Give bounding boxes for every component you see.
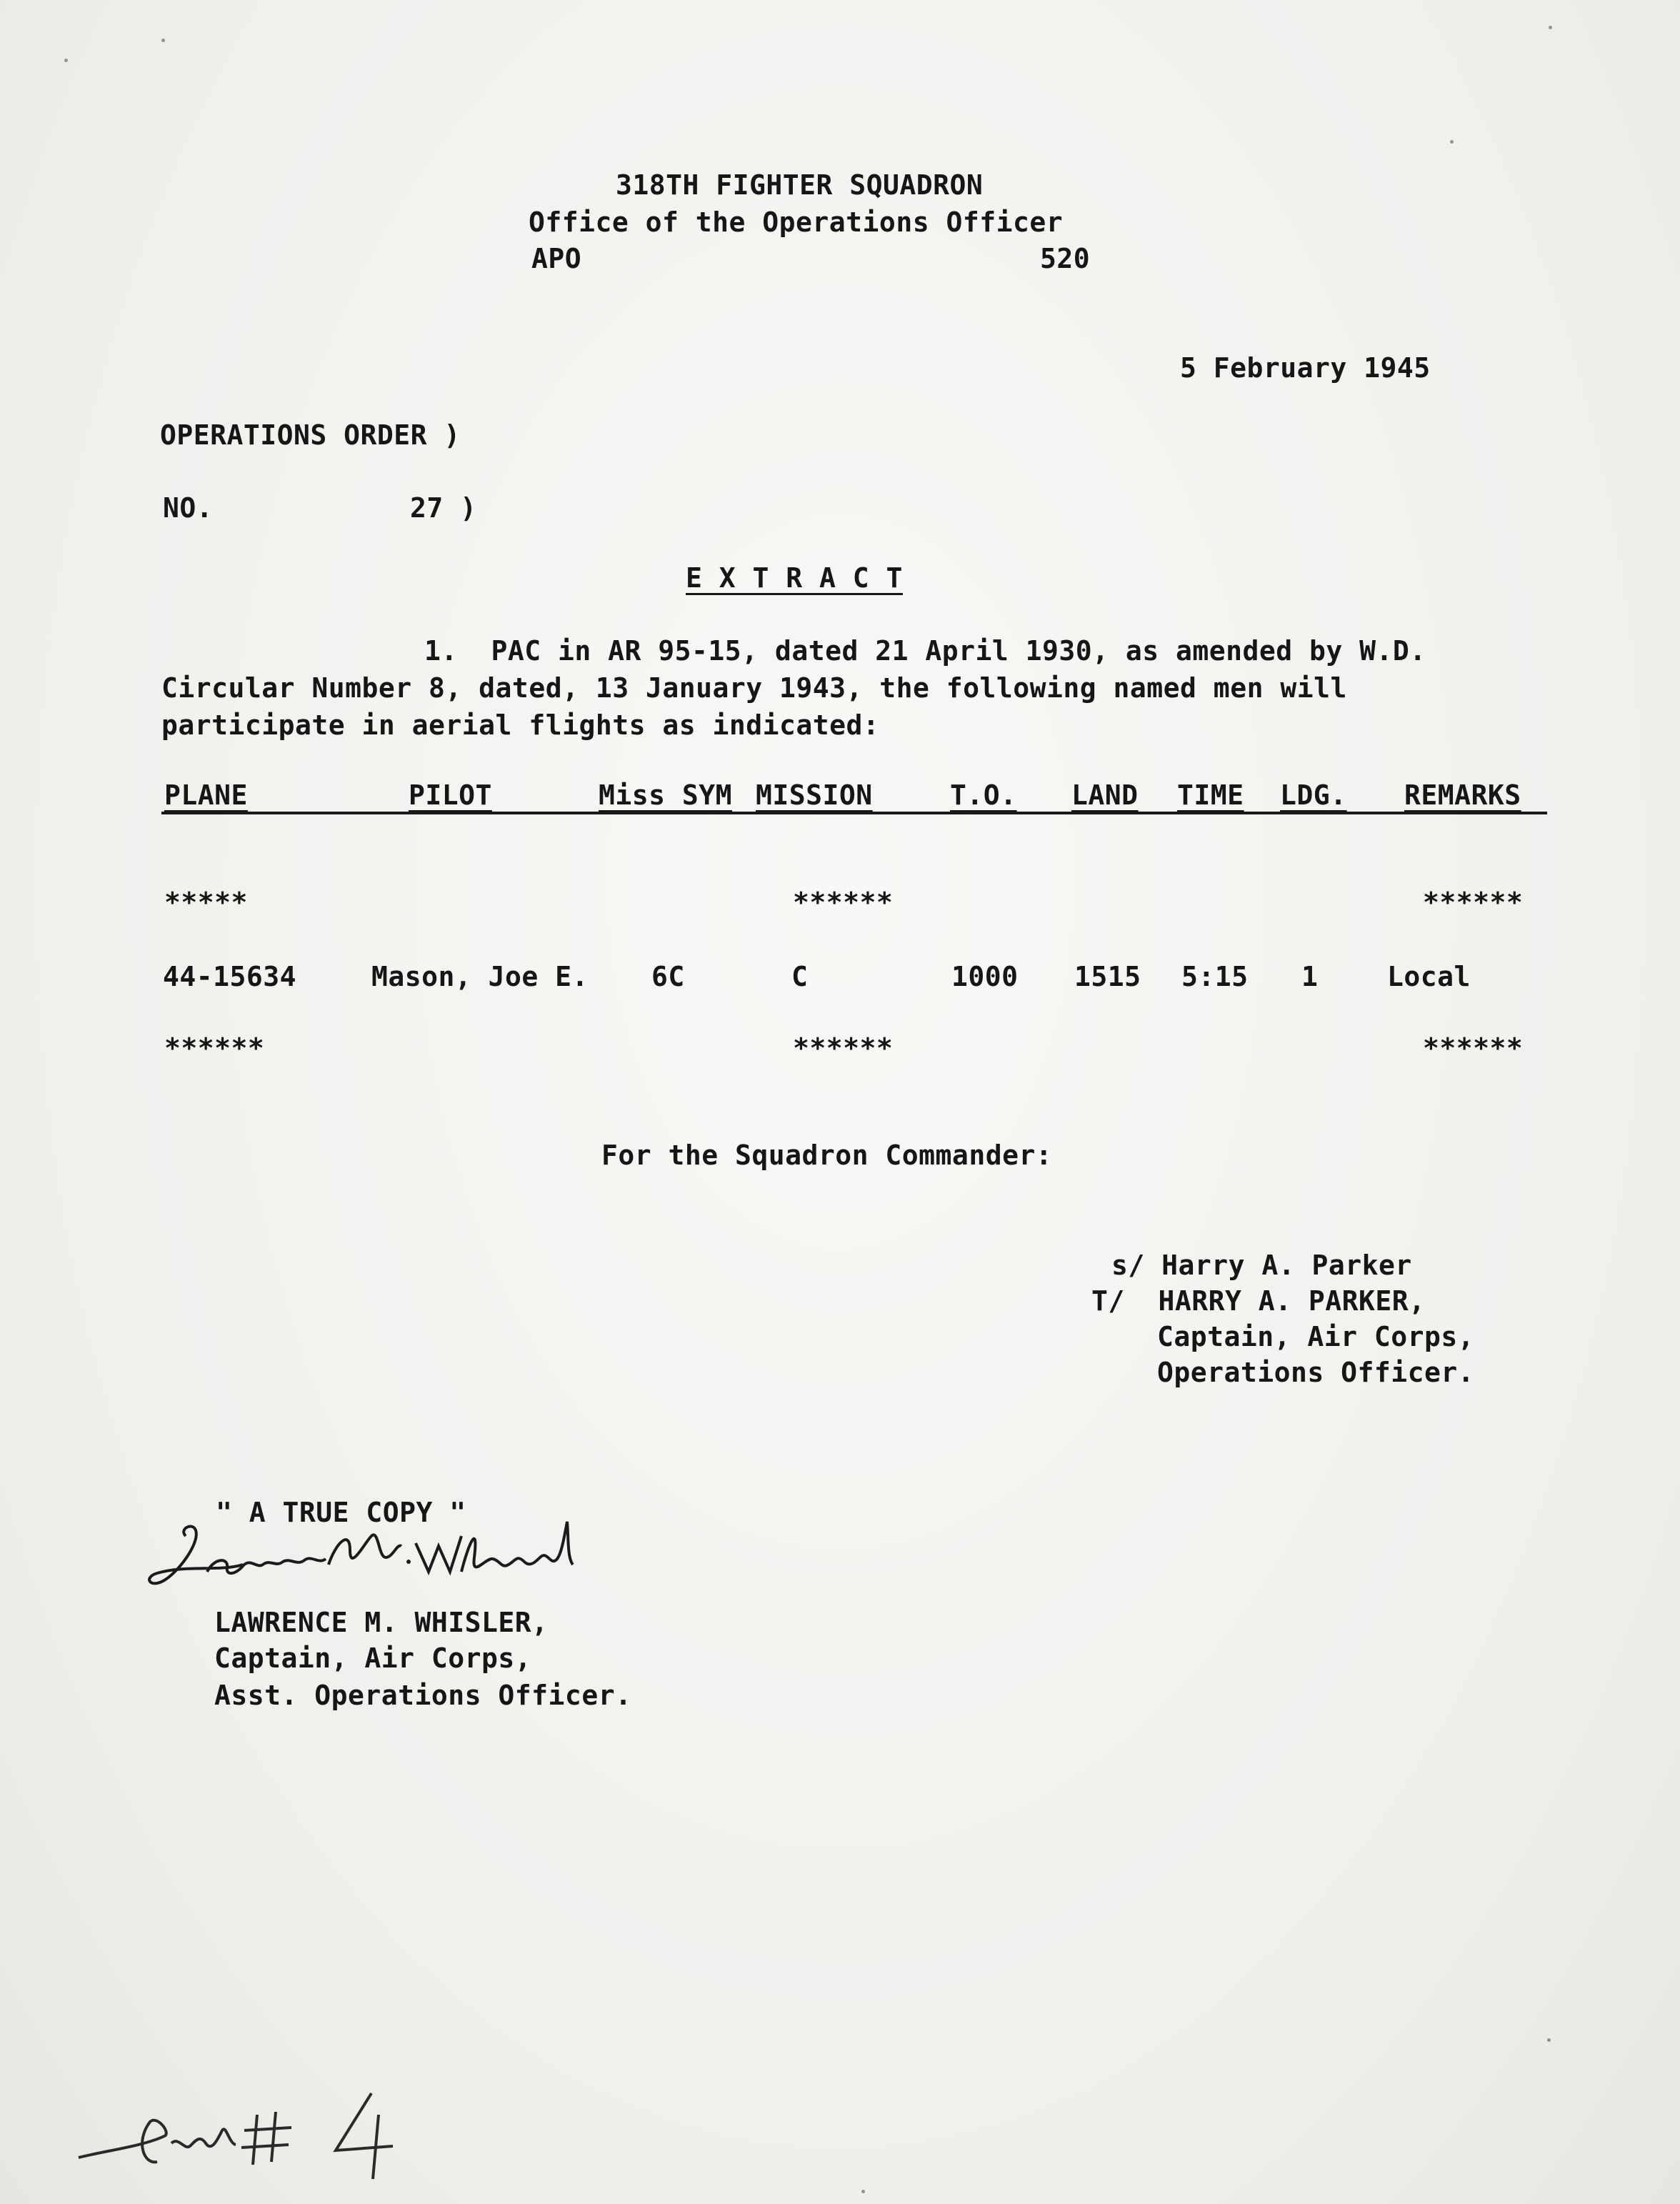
handwritten-enclosure-note (64, 2072, 436, 2186)
table-header-rule (161, 812, 1547, 814)
apo-label: APO (531, 243, 582, 274)
for-commander-line: For the Squadron Commander: (601, 1140, 1053, 1171)
paragraph-line-1: 1. PAC in AR 95-15, dated 21 April 1930, as amended by W.D. (424, 635, 1426, 667)
separator-top-left: ***** (164, 887, 248, 918)
dust-speck (1450, 140, 1454, 144)
separator-top-mid: ****** (793, 887, 894, 918)
cell-remarks: Local (1387, 961, 1471, 992)
column-header-to: T.O. (950, 779, 1017, 811)
cell-land: 1515 (1074, 961, 1141, 992)
cell-ldg: 1 (1301, 961, 1319, 992)
cell-mission: C (791, 961, 809, 992)
dust-speck (161, 39, 165, 42)
order-number-label: NO. (163, 492, 214, 524)
signer-rank: Captain, Air Corps, (1157, 1321, 1475, 1352)
signer-title: Operations Officer. (1157, 1357, 1475, 1388)
column-header-ldg: LDG. (1280, 779, 1347, 811)
signed-name: s/ Harry A. Parker (1111, 1250, 1412, 1281)
office-title: Office of the Operations Officer (529, 206, 1064, 238)
dust-speck (1549, 26, 1552, 29)
paragraph-line-2: Circular Number 8, dated, 13 January 1943, the following named men will (161, 672, 1347, 704)
operations-order-label: OPERATIONS ORDER ) (160, 419, 461, 451)
paragraph-line-3: participate in aerial flights as indicated: (161, 709, 880, 741)
document-date: 5 February 1945 (1180, 352, 1431, 384)
cell-miss-sym: 6C (651, 961, 685, 992)
column-header-time: TIME (1177, 779, 1244, 811)
column-header-miss-sym: Miss SYM (599, 779, 733, 811)
true-copy-name: LAWRENCE M. WHISLER, (214, 1607, 549, 1638)
cell-time: 5:15 (1181, 961, 1249, 992)
typed-name: T/ HARRY A. PARKER, (1091, 1285, 1426, 1317)
separator-bottom-left: ****** (164, 1032, 265, 1064)
column-header-land: LAND (1071, 779, 1139, 811)
apo-number: 520 (1040, 243, 1091, 274)
column-header-remarks: REMARKS (1404, 779, 1521, 811)
handwritten-signature (136, 1515, 650, 1607)
column-header-mission: MISSION (756, 779, 873, 811)
separator-top-right: ****** (1423, 887, 1524, 918)
true-copy-rank: Captain, Air Corps, (214, 1642, 532, 1674)
separator-bottom-mid: ****** (793, 1032, 894, 1064)
extract-heading: E X T R A C T (686, 562, 903, 594)
cell-to: 1000 (951, 961, 1019, 992)
separator-bottom-right: ****** (1423, 1032, 1524, 1064)
dust-speck (861, 2190, 865, 2193)
column-header-plane: PLANE (164, 779, 248, 811)
cell-plane: 44-15634 (163, 961, 297, 992)
dust-speck (1547, 2038, 1551, 2042)
unit-title: 318TH FIGHTER SQUADRON (616, 169, 984, 201)
column-header-pilot: PILOT (409, 779, 492, 811)
true-copy-title: Asst. Operations Officer. (214, 1680, 632, 1711)
order-number-value: 27 ) (410, 492, 477, 524)
cell-pilot: Mason, Joe E. (371, 961, 589, 992)
dust-speck (64, 59, 68, 62)
true-copy-label: " A TRUE COPY " (216, 1497, 466, 1528)
